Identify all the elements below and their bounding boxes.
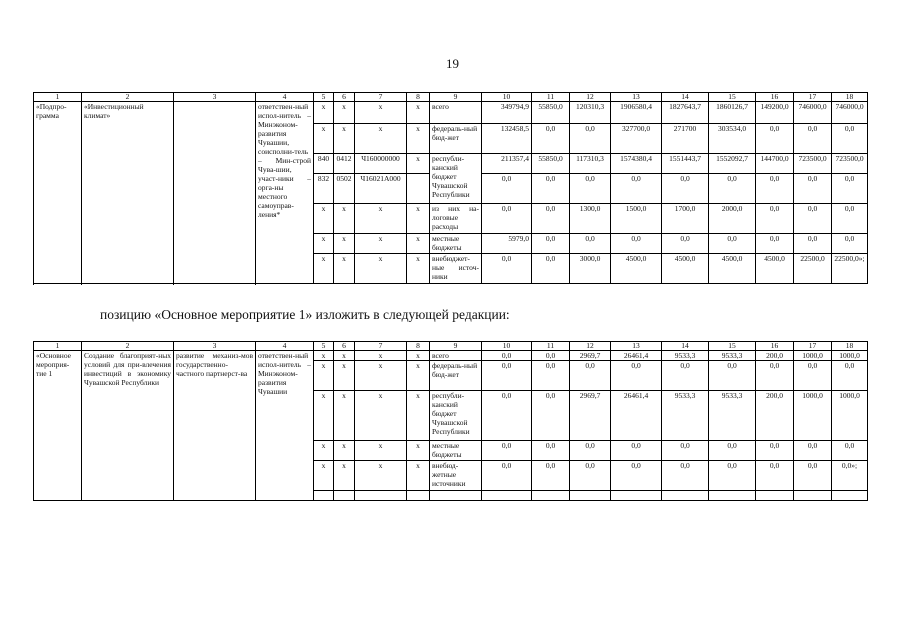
cell: 271700 [662,124,709,154]
cell: x [355,102,407,124]
cell: 0,0 [832,361,868,391]
cell: x [355,461,407,491]
cell: республи-канский бюджет Чувашской Республики [430,154,482,204]
cell: 0,0 [611,234,662,254]
cell: 0,0 [611,441,662,461]
cell: 0,0 [709,461,756,491]
cell: 303534,0 [709,124,756,154]
cell: 0,0 [532,351,570,361]
cell: 0,0 [756,441,794,461]
activity-goal-cell: развитие механиз-мов государственно-частного партнерст-ва [174,351,256,501]
cell: 1860126,7 [709,102,756,124]
empty-cell [832,491,868,501]
cell: 0,0»; [832,461,868,491]
cell: 0,0 [532,361,570,391]
cell: 0,0 [482,361,532,391]
cell: 0,0 [570,441,611,461]
empty-cell [662,491,709,501]
cell: 144700,0 [756,154,794,174]
cell: 0,0 [756,461,794,491]
cell: x [314,234,334,254]
col-header: 7 [355,93,407,102]
cell: 9533,3 [662,351,709,361]
col-header: 9 [430,342,482,351]
cell: 55850,0 [532,154,570,174]
empty-cell [482,491,532,501]
cell: x [355,234,407,254]
col-header: 7 [355,342,407,351]
executor-cell: ответствен-ный испол-нитель – Минэконом-развития Чувашии [256,351,314,501]
cell: x [314,102,334,124]
col-header: 18 [832,93,868,102]
cell: 0,0 [611,461,662,491]
cell: 120310,3 [570,102,611,124]
cell: 0,0 [756,234,794,254]
col-header: 4 [256,342,314,351]
cell: 0,0 [756,361,794,391]
subtitle: позицию «Основное мероприятие 1» изложить в следующей редакции: [100,307,510,322]
empty-cell [756,491,794,501]
cell: внебюд-жетные источники [430,461,482,491]
cell: 0,0 [570,124,611,154]
cell: 0,0 [756,174,794,204]
empty-cell [570,491,611,501]
cell: x [314,441,334,461]
cell: федераль-ный бюд-жет [430,361,482,391]
cell: 0,0 [756,124,794,154]
col-header: 15 [709,342,756,351]
col-header: 9 [430,93,482,102]
budget-table-subprogram [33,92,868,284]
col-header: 16 [756,93,794,102]
cell: 0,0 [532,174,570,204]
cell: 0,0 [709,361,756,391]
cell: 149200,0 [756,102,794,124]
cell: 55850,0 [532,102,570,124]
cell: 746000,0 [794,102,832,124]
activity-name-cell: Создание благоприят-ных условий для при-влечения инвестиций в экономику Чувашской Республики [82,351,174,501]
cell: 0,0 [832,441,868,461]
cell: x [407,361,430,391]
empty-cell [709,491,756,501]
col-header: 12 [570,342,611,351]
cell: 4500,0 [611,254,662,284]
cell: 1000,0 [794,351,832,361]
program-status-cell: «Подпро-грамма [34,102,82,284]
col-header: 8 [407,93,430,102]
col-header: 14 [662,93,709,102]
cell: 0,0 [532,204,570,234]
table1-header-row [34,93,868,102]
cell: 0,0 [532,461,570,491]
cell: всего [430,351,482,361]
col-header: 8 [407,342,430,351]
cell: 0,0 [662,234,709,254]
col-header: 13 [611,93,662,102]
cell: 0,0 [794,361,832,391]
cell: местные бюджеты [430,441,482,461]
cell: 0,0 [756,204,794,234]
cell [407,174,430,204]
cell: x [355,351,407,361]
cell: 0,0 [709,174,756,204]
cell: 0,0 [794,441,832,461]
cell: 132458,5 [482,124,532,154]
cell: 26461,4 [611,351,662,361]
cell: 0,0 [662,441,709,461]
cell: 0,0 [832,124,868,154]
cell: x [407,391,430,441]
cell: 0,0 [532,391,570,441]
cell: 0,0 [532,441,570,461]
cell: федераль-ный бюд-жет [430,124,482,154]
cell: 1551443,7 [662,154,709,174]
executor-cell: ответствен-ный испол-нитель – Минэконом-развития Чувашии, соисполни-тель – Мин-строй Чува-шии, участ-ники – орга-ны местного самоуправ-ления* [256,102,314,284]
cell: x [334,441,355,461]
table-row [34,351,868,361]
cell: республи-канский бюджет Чувашской Республики [430,391,482,441]
cell: 0,0 [832,174,868,204]
cell: x [355,441,407,461]
cell: Ч16021A000 [355,174,407,204]
cell: 200,0 [756,391,794,441]
cell: 1300,0 [570,204,611,234]
cell: 211357,4 [482,154,532,174]
cell: 200,0 [756,351,794,361]
cell: x [407,154,430,174]
budget-table-main-activity [33,341,868,501]
cell: 840 [314,154,334,174]
cell: x [334,124,355,154]
cell: 0,0 [482,391,532,441]
col-header: 17 [794,342,832,351]
cell: x [334,234,355,254]
col-header: 13 [611,342,662,351]
cell: местные бюджеты [430,234,482,254]
col-header: 2 [82,93,174,102]
cell: 3000,0 [570,254,611,284]
empty-cell [794,491,832,501]
cell: 0,0 [794,174,832,204]
cell: x [355,124,407,154]
cell: 22500,0»; [832,254,868,284]
cell: 327700,0 [611,124,662,154]
cell: x [314,124,334,154]
cell: 9533,3 [709,351,756,361]
cell: 0,0 [662,361,709,391]
col-header: 17 [794,93,832,102]
cell: x [314,391,334,441]
col-header: 11 [532,342,570,351]
cell: x [355,391,407,441]
program-name-cell: «Инвестиционный климат» [82,102,174,284]
cell: 1700,0 [662,204,709,234]
cell: всего [430,102,482,124]
empty-cell [430,491,482,501]
cell: 723500,0 [832,154,868,174]
activity-status-cell: «Основное мероприя-тие 1 [34,351,82,501]
cell: 0,0 [794,234,832,254]
cell: 746000,0 [832,102,868,124]
cell: из них на-логовые расходы [430,204,482,234]
cell: 1827643,7 [662,102,709,124]
empty-cell [532,491,570,501]
col-header: 6 [334,93,355,102]
cell: x [407,204,430,234]
cell: x [334,102,355,124]
cell: 1552092,7 [709,154,756,174]
cell: 0,0 [662,174,709,204]
cell: 0,0 [611,361,662,391]
table2-header-row [34,342,868,351]
page-number: 19 [446,56,459,71]
col-header: 4 [256,93,314,102]
col-header: 16 [756,342,794,351]
cell: x [314,351,334,361]
cell: 1000,0 [832,351,868,361]
cell: 0,0 [482,461,532,491]
table-row [34,102,868,124]
col-header: 3 [174,342,256,351]
cell: 0,0 [794,204,832,234]
cell: 4500,0 [709,254,756,284]
cell: 0,0 [662,461,709,491]
cell: 0,0 [611,174,662,204]
cell: 2000,0 [709,204,756,234]
cell: 22500,0 [794,254,832,284]
cell: 1500,0 [611,204,662,234]
empty-cell [611,491,662,501]
cell: 0,0 [570,361,611,391]
cell: 1000,0 [794,391,832,441]
cell: x [407,254,430,284]
col-header: 18 [832,342,868,351]
cell: x [334,361,355,391]
cell: x [407,234,430,254]
cell: 0,0 [532,124,570,154]
cell: 2969,7 [570,351,611,361]
cell: 0,0 [709,234,756,254]
cell: 0,0 [570,174,611,204]
col-header: 12 [570,93,611,102]
col-header: 5 [314,93,334,102]
cell: 117310,3 [570,154,611,174]
cell: x [355,204,407,234]
cell: 0,0 [709,441,756,461]
cell: x [407,351,430,361]
col-header: 11 [532,93,570,102]
col-header: 14 [662,342,709,351]
cell: 0,0 [532,234,570,254]
cell: 0,0 [832,204,868,234]
empty-cell [355,491,407,501]
cell: 1906580,4 [611,102,662,124]
cell: x [334,391,355,441]
cell: x [407,441,430,461]
cell: x [355,254,407,284]
cell: 0412 [334,154,355,174]
empty-cell [314,491,334,501]
cell: x [314,461,334,491]
cell: x [407,461,430,491]
cell: x [334,204,355,234]
col-header: 1 [34,93,82,102]
col-header: 6 [334,342,355,351]
cell: 0,0 [482,204,532,234]
cell: 0,0 [482,254,532,284]
cell: 0,0 [532,254,570,284]
empty-cell [334,491,355,501]
cell: x [407,124,430,154]
cell: 0,0 [482,351,532,361]
program-goal-cell [174,102,256,284]
cell: x [334,351,355,361]
cell: 349794,9 [482,102,532,124]
col-header: 1 [34,342,82,351]
cell: 5979,0 [482,234,532,254]
col-header: 10 [482,342,532,351]
cell: x [334,254,355,284]
cell: Ч160000000 [355,154,407,174]
cell: x [314,361,334,391]
col-header: 2 [82,342,174,351]
cell: x [407,102,430,124]
col-header: 15 [709,93,756,102]
cell: 723500,0 [794,154,832,174]
cell: 0,0 [832,234,868,254]
cell: 0,0 [794,461,832,491]
cell: 9533,3 [709,391,756,441]
cell: 0,0 [482,174,532,204]
cell: 0,0 [794,124,832,154]
cell: 0,0 [570,461,611,491]
cell: x [355,361,407,391]
cell: 2969,7 [570,391,611,441]
cell: 4500,0 [662,254,709,284]
cell: 1000,0 [832,391,868,441]
cell: 9533,3 [662,391,709,441]
cell: 832 [314,174,334,204]
cell: 4500,0 [756,254,794,284]
cell: 0502 [334,174,355,204]
cell: 1574380,4 [611,154,662,174]
cell: x [314,204,334,234]
cell: x [314,254,334,284]
cell: x [334,461,355,491]
col-header: 10 [482,93,532,102]
cell: 26461,4 [611,391,662,441]
col-header: 3 [174,93,256,102]
col-header: 5 [314,342,334,351]
cell: внебюджет-ные источ-ники [430,254,482,284]
empty-cell [407,491,430,501]
cell: 0,0 [482,441,532,461]
cell: 0,0 [570,234,611,254]
